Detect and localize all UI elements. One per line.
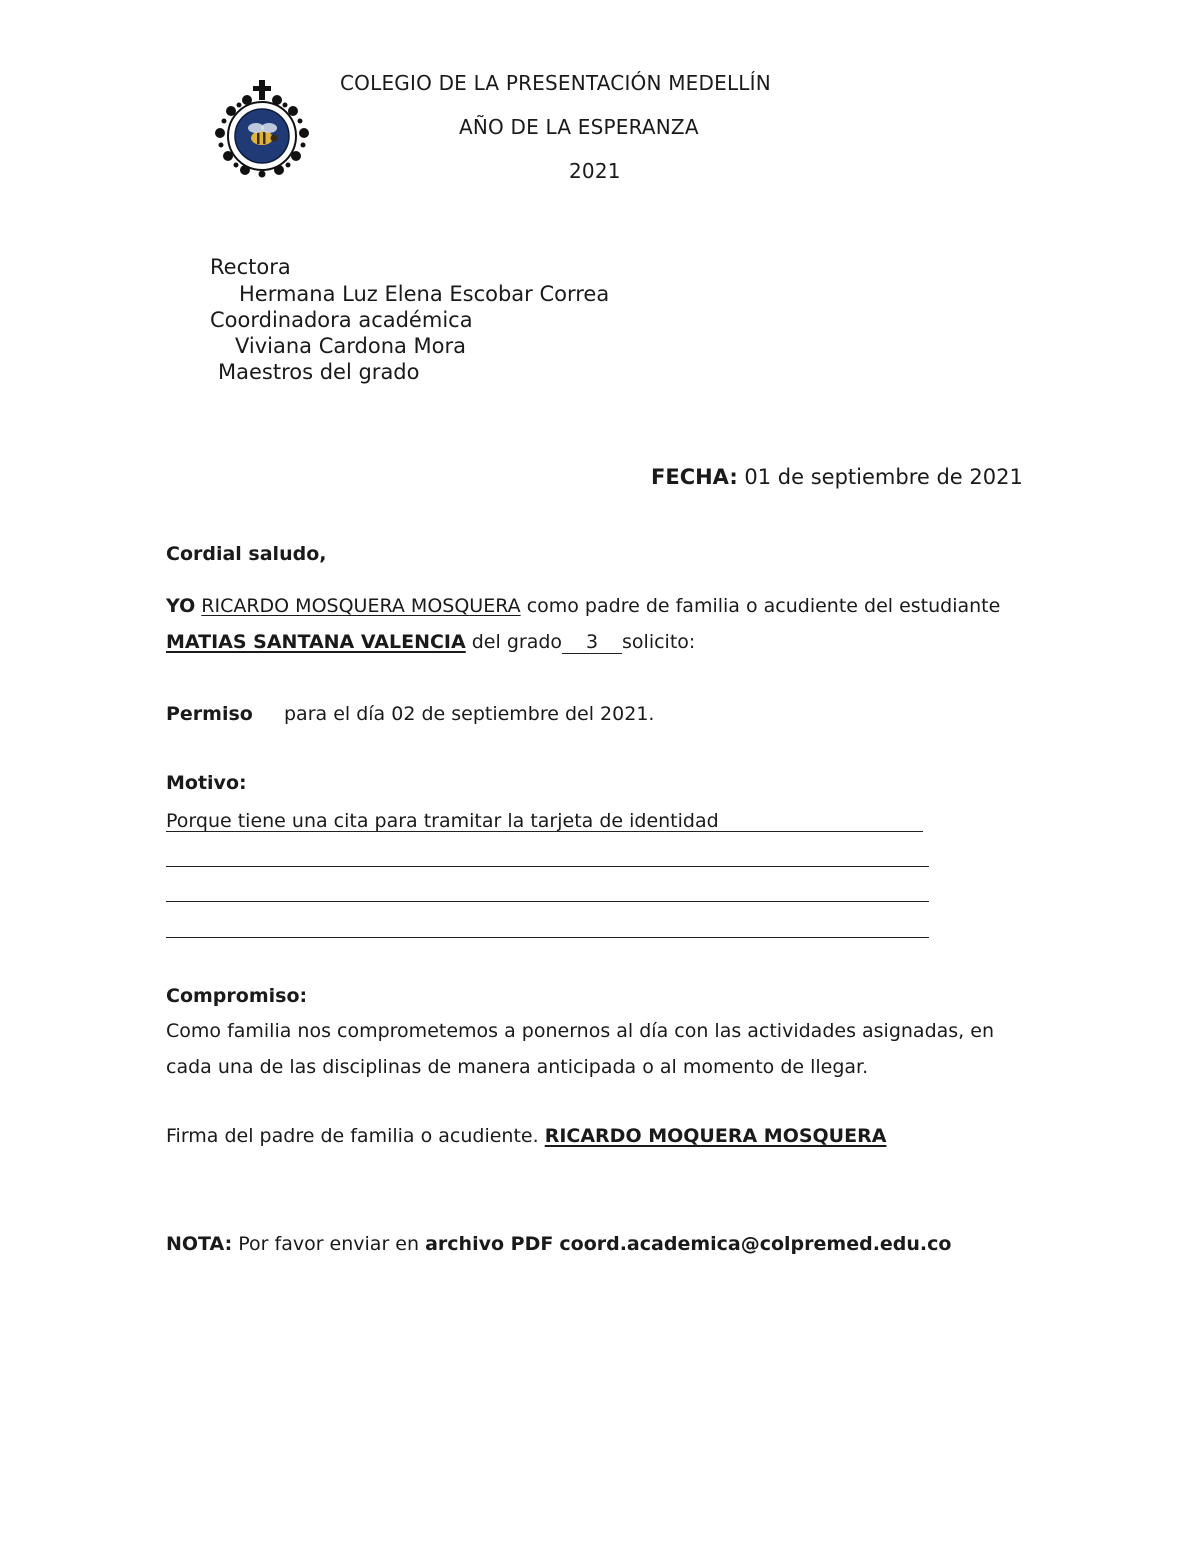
note-email[interactable]: coord.academica@colpremed.edu.co — [559, 1233, 952, 1255]
signature-name: RICARDO MOQUERA MOSQUERA — [544, 1125, 887, 1147]
note-line — [166, 1233, 951, 1255]
reason-blank-line-2 — [166, 866, 929, 867]
signature-label: Firma del padre de familia o acudiente. — [166, 1125, 539, 1147]
rector-name: Hermana Luz Elena Escobar Correa — [239, 282, 610, 306]
request-line-2 — [166, 631, 695, 654]
commitment-line-1: Como familia nos comprometemos a ponernos al día con las actividades asignadas, en — [166, 1020, 994, 1042]
note-text: Por favor enviar en — [238, 1233, 420, 1255]
reason-blank-line-3 — [166, 901, 929, 902]
school-logo — [212, 78, 312, 180]
date-line — [651, 465, 1023, 489]
permission-label: Permiso — [166, 703, 253, 725]
request-line-1 — [166, 595, 1000, 617]
yo-label: YO — [166, 595, 196, 617]
reason-text: Porque tiene una cita para tramitar la tarjeta de identidad — [166, 810, 719, 832]
date-label: FECHA: — [651, 465, 738, 489]
grade-suffix: solicito: — [622, 631, 696, 653]
grade-prefix: del grado — [471, 631, 563, 653]
school-crest-icon — [212, 78, 312, 180]
school-name: COLEGIO DE LA PRESENTACIÓN MEDELLÍN — [340, 71, 771, 95]
reason-label: Motivo: — [166, 772, 247, 794]
teachers-line: Maestros del grado — [218, 360, 420, 384]
rector-title: Rectora — [210, 255, 291, 279]
permission-text: para el día 02 de septiembre del 2021. — [284, 703, 655, 725]
header-year: 2021 — [569, 159, 621, 183]
date-value: 01 de septiembre de 2021 — [744, 465, 1023, 489]
year-motto: AÑO DE LA ESPERANZA — [459, 115, 699, 139]
commitment-label: Compromiso: — [166, 985, 308, 1007]
note-format: archivo PDF — [425, 1233, 554, 1255]
reason-underline-1 — [166, 831, 923, 832]
parent-name: RICARDO MOSQUERA MOSQUERA — [201, 595, 521, 617]
note-label: NOTA: — [166, 1233, 233, 1255]
commitment-line-2: cada una de las disciplinas de manera anticipada o al momento de llegar. — [166, 1056, 869, 1078]
greeting: Cordial saludo, — [166, 543, 327, 565]
reason-blank-line-4 — [166, 937, 929, 938]
request-text: como padre de familia o acudiente del estudiante — [526, 595, 1001, 617]
signature-line — [166, 1125, 886, 1147]
student-name: MATIAS SANTANA VALENCIA — [166, 631, 466, 653]
coordinator-title: Coordinadora académica — [210, 308, 473, 332]
grade-value: 3 — [562, 631, 622, 654]
coordinator-name: Viviana Cardona Mora — [235, 334, 467, 358]
